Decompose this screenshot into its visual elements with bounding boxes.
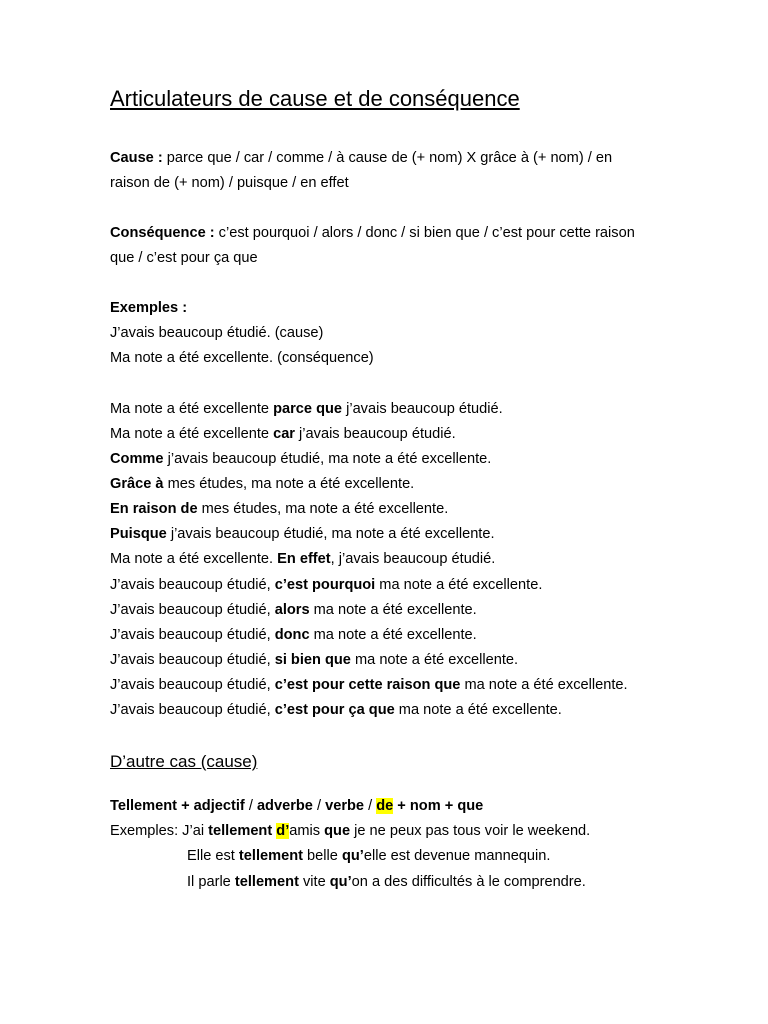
example-pre: Elle est bbox=[187, 848, 239, 864]
example-mid: vite bbox=[298, 874, 330, 890]
sentence-line bbox=[110, 625, 477, 645]
sentence-post: ma note a été excellente. bbox=[375, 577, 543, 593]
formula-separator: / bbox=[364, 798, 377, 814]
sentence-post: j’avais beaucoup étudié, ma note a été excellente. bbox=[166, 526, 495, 542]
sentence-connector: parce que bbox=[273, 401, 343, 417]
sentence-pre: J’avais beaucoup étudié, bbox=[110, 602, 275, 618]
formula-line bbox=[110, 796, 483, 816]
formula-part: verbe bbox=[325, 798, 365, 814]
example-bold: tellement bbox=[238, 848, 303, 864]
sentence-line bbox=[110, 700, 562, 720]
sentence-pre: J’avais beaucoup étudié, bbox=[110, 577, 275, 593]
sentence-post: j’avais beaucoup étudié, ma note a été excellente. bbox=[163, 451, 492, 467]
sentence-line bbox=[110, 424, 456, 444]
example-pre: Il parle bbox=[187, 874, 235, 890]
sentence-connector: En raison de bbox=[110, 501, 198, 517]
cause-text-2: raison de (+ nom) / puisque / en effet bbox=[110, 175, 349, 191]
sentence-connector: Comme bbox=[110, 451, 164, 467]
sentence-pre: Ma note a été excellente bbox=[110, 426, 274, 442]
sentence-pre: J’avais beaucoup étudié, bbox=[110, 702, 275, 718]
sentence-post: j’avais beaucoup étudié. bbox=[342, 401, 503, 417]
example-cause-sentence: J’avais beaucoup étudié. (cause) bbox=[110, 325, 324, 341]
examples-label: Exemples : bbox=[110, 300, 188, 316]
example-bold: tellement bbox=[234, 874, 299, 890]
sentence-pre: J’avais beaucoup étudié, bbox=[110, 627, 275, 643]
example-post: elle est devenue mannequin. bbox=[363, 848, 551, 864]
sentence-pre: J’avais beaucoup étudié, bbox=[110, 677, 275, 693]
formula-part: Tellement + adjectif bbox=[110, 798, 245, 814]
consequence-label: Conséquence : bbox=[110, 225, 215, 241]
consequence-line-2 bbox=[110, 248, 258, 268]
sentence-line bbox=[110, 449, 491, 469]
sentence-connector: c’est pourquoi bbox=[274, 577, 376, 593]
cause-line-2 bbox=[110, 173, 349, 193]
sentence-post: j’avais beaucoup étudié. bbox=[295, 426, 456, 442]
cause-text-1: parce que / car / comme / à cause de (+ nom) X grâce à (+ nom) / en bbox=[162, 150, 613, 166]
consequence-text-2: que / c’est pour ça que bbox=[110, 250, 258, 266]
sentence-post: mes études, ma note a été excellente. bbox=[197, 501, 449, 517]
example-line-1 bbox=[110, 821, 590, 841]
sentence-line bbox=[110, 650, 518, 670]
sentence-line bbox=[110, 675, 628, 695]
sentence-post: ma note a été excellente. bbox=[394, 702, 562, 718]
sentence-line bbox=[110, 499, 448, 519]
example-line-2 bbox=[187, 846, 550, 866]
sentence-line bbox=[110, 549, 495, 569]
consequence-line-1 bbox=[110, 223, 635, 243]
formula-separator: / bbox=[244, 798, 257, 814]
sentence-line bbox=[110, 399, 503, 419]
example-post: je ne peux pas tous voir le weekend. bbox=[350, 823, 591, 839]
sentence-connector: car bbox=[273, 426, 295, 442]
example-highlight: d’ bbox=[276, 823, 290, 839]
sentence-post: ma note a été excellente. bbox=[309, 627, 477, 643]
examples-label-line bbox=[110, 298, 187, 318]
sentence-post: ma note a été excellente. bbox=[350, 652, 519, 668]
sentence-connector: En effet bbox=[277, 551, 331, 567]
formula-separator: / bbox=[312, 798, 326, 814]
sentence-connector: alors bbox=[274, 602, 310, 618]
example-bold: que bbox=[324, 823, 351, 839]
cause-line-1 bbox=[110, 148, 612, 168]
consequence-text-1: c’est pourquoi / alors / donc / si bien que / c’est pour cette raison bbox=[214, 225, 635, 241]
sentence-connector: donc bbox=[274, 627, 310, 643]
example-post: on a des difficultés à le comprendre. bbox=[351, 874, 586, 890]
sentence-post: , j’avais beaucoup étudié. bbox=[330, 551, 496, 567]
sentence-pre: Ma note a été excellente. bbox=[110, 551, 278, 567]
sentence-line bbox=[110, 600, 477, 620]
sentence-connector: si bien que bbox=[274, 652, 351, 668]
example-mid: amis bbox=[289, 823, 325, 839]
sentence-line bbox=[110, 474, 414, 494]
example-bold: qu’ bbox=[329, 874, 352, 890]
page-title: Articulateurs de cause et de conséquence bbox=[110, 86, 520, 111]
sentence-connector: Puisque bbox=[110, 526, 167, 542]
formula-part: adverbe bbox=[256, 798, 313, 814]
example-line-3 bbox=[187, 872, 586, 892]
formula-highlight-de: de bbox=[376, 798, 394, 814]
section-title-other-cases: D’autre cas (cause) bbox=[110, 752, 258, 771]
example-bold: qu’ bbox=[341, 848, 364, 864]
sentence-pre: Ma note a été excellente bbox=[110, 401, 274, 417]
example-consequence-sentence: Ma note a été excellente. (conséquence) bbox=[110, 350, 374, 366]
sentence-post: ma note a été excellente. bbox=[460, 677, 628, 693]
sentence-line bbox=[110, 524, 495, 544]
cause-label: Cause : bbox=[110, 150, 163, 166]
sentence-connector: c’est pour ça que bbox=[274, 702, 395, 718]
example-prefix: Exemples: J’ai bbox=[110, 823, 209, 839]
sentence-post: ma note a été excellente. bbox=[309, 602, 477, 618]
sentence-connector: Grâce à bbox=[110, 476, 164, 492]
sentence-connector: c’est pour cette raison que bbox=[274, 677, 461, 693]
example-bold: tellement bbox=[208, 823, 273, 839]
formula-part: + nom + que bbox=[393, 798, 484, 814]
sentence-post: mes études, ma note a été excellente. bbox=[163, 476, 415, 492]
sentence-line bbox=[110, 575, 542, 595]
example-mid: belle bbox=[303, 848, 342, 864]
sentence-pre: J’avais beaucoup étudié, bbox=[110, 652, 275, 668]
